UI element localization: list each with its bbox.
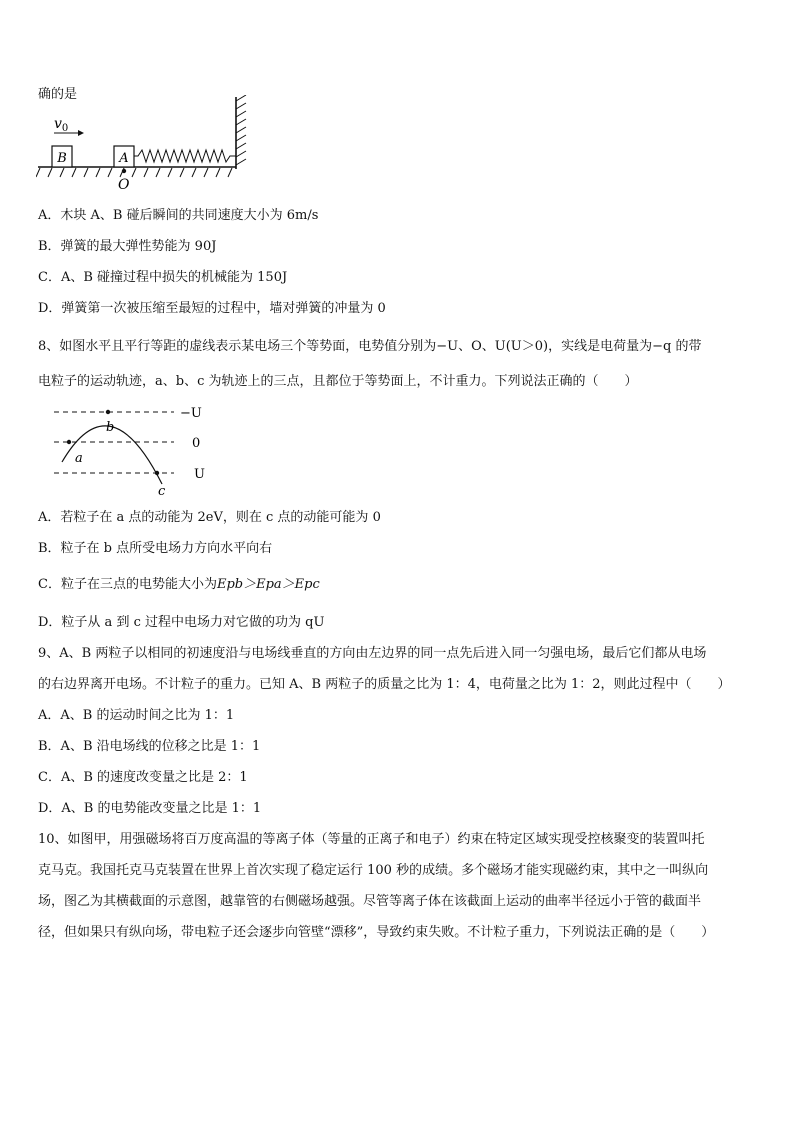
potential-label-top: −U [180,406,202,421]
origin-label: O [118,177,130,191]
q8-option-c [38,576,320,594]
spring [134,150,236,162]
q9-stem-line2: 的右边界离开电场。不计粒子的重力。已知 A、B 两粒子的质量之比为 1：4，电荷量之比为 1：2，则此过程中（ ） [38,677,731,692]
q10-line4: 径，但如果只有纵向场，带电粒子还会逐步向管壁“漂移”，导致约束失败。不计粒子重力，下列说法正确的是（ ） [38,925,715,940]
potential-label-bot: U [194,467,205,482]
q7-option-d: D．弹簧第一次被压缩至最短的过程中，墙对弹簧的冲量为 0 [38,301,386,316]
velocity-label [54,116,68,134]
q10-line3: 场，图乙为其横截面的示意图，越靠管的右侧磁场越强。尽管等离子体在该截面上运动的曲率半径远小于管的截面半 [38,894,702,909]
q8-stem-line1: 8、如图水平且平行等距的虚线表示某电场三个等势面，电势值分别为−U、O、U(U＞0)，实线是电荷量为−q 的带 [38,339,702,354]
origin-point [122,169,126,173]
q9-stem-line1: 9、A、B 两粒子以相同的初速度沿与电场线垂直的方向由左边界的同一点先后进入同一匀强电场，最后它们都从电场 [38,646,707,661]
point-b [106,410,110,414]
q7-option-c: C．A、B 碰撞过程中损失的机械能为 150J [38,270,288,285]
block-a-label: A [119,151,129,166]
q8-option-a: A．若粒子在 a 点的动能为 2eV，则在 c 点的动能可能为 0 [38,510,381,525]
q8-option-c-formula: Epb＞Epa＞Epc [216,577,320,592]
question-fragment: 确的是 [38,87,78,102]
q8-option-d: D．粒子从 a 到 c 过程中电场力对它做的功为 qU [38,615,325,630]
q8-option-c-text: C．粒子在三点的电势能大小为 [38,577,217,592]
point-b-label: b [106,420,115,435]
point-c-label: c [158,484,166,499]
q7-option-b: B．弹簧的最大弹性势能为 90J [38,239,217,254]
velocity-subscript: 0 [61,123,69,134]
q9-option-a: A．A、B 的运动时间之比为 1：1 [38,708,235,723]
q10-line2: 克马克。我国托克马克装置在世界上首次实现了稳定运行 100 秒的成绩。多个磁场才能实现磁约束，其中之一叫纵向 [38,863,709,878]
velocity-symbol: v [54,116,62,132]
q9-option-b: B．A、B 沿电场线的位移之比是 1：1 [38,739,261,754]
q10-line1: 10、如图甲，用强磁场将百万度高温的等离子体（等量的正离子和电子）约束在特定区域实现受控核聚变的装置叫托 [38,832,705,847]
potential-label-mid: 0 [192,436,201,451]
equipotential-figure [50,400,220,502]
point-a [67,440,71,444]
q9-option-c: C．A、B 的速度改变量之比是 2：1 [38,770,248,785]
q8-stem-line2: 电粒子的运动轨迹，a、b、c 为轨迹上的三点，且都位于等势面上，不计重力。下列说法正确的（ ） [38,374,638,389]
q8-option-b: B．粒子在 b 点所受电场力方向水平向右 [38,541,273,556]
block-b-label: B [57,151,67,166]
point-c [155,471,159,475]
spring-block-figure [36,95,256,191]
q7-option-a: A．木块 A、B 碰后瞬间的共同速度大小为 6m/s [38,208,319,223]
point-a-label: a [75,451,83,466]
q9-option-d: D．A、B 的电势能改变量之比是 1：1 [38,801,262,816]
